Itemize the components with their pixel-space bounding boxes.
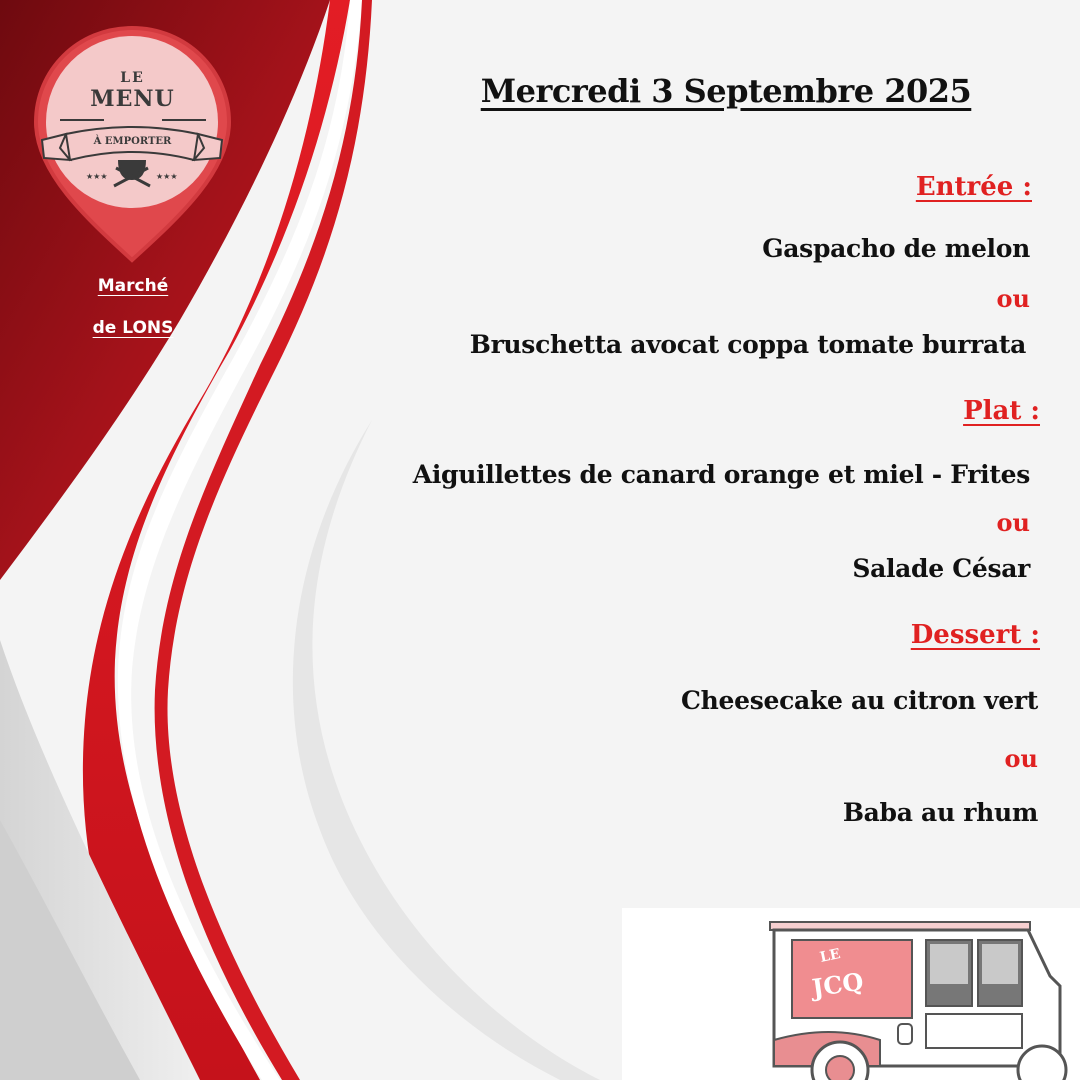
logo-stars-right: ★★★ <box>156 172 178 181</box>
logo-stars-left: ★★★ <box>86 172 108 181</box>
logo-pin <box>30 22 235 267</box>
dessert-or: ou <box>1004 744 1038 773</box>
market-line-2: de LONS <box>92 318 174 338</box>
entree-option-2: Bruschetta avocat coppa tomate burrata <box>469 330 1026 359</box>
plat-option-2: Salade César <box>852 554 1030 583</box>
food-truck <box>760 916 1080 1080</box>
truck-sign-jcq: JCQ <box>810 966 866 1003</box>
logo-banner: À EMPORTER <box>93 136 172 147</box>
dessert-option-1: Cheesecake au citron vert <box>681 686 1038 715</box>
truck-sign-le: LE <box>818 946 842 966</box>
dessert-option-2: Baba au rhum <box>842 798 1038 827</box>
menu-date-title: Mercredi 3 Septembre 2025 <box>480 72 972 110</box>
food-truck-icon <box>760 916 1080 1080</box>
market-line-1: Marché <box>97 276 169 296</box>
entree-or: ou <box>996 284 1030 313</box>
logo-line-menu: MENU <box>90 86 175 112</box>
section-plat-label: Plat : <box>963 396 1040 426</box>
logo-line-le: LE <box>120 70 145 86</box>
entree-option-1: Gaspacho de melon <box>762 234 1030 263</box>
plat-or: ou <box>996 508 1030 537</box>
section-entree-label: Entrée : <box>915 172 1032 202</box>
plat-option-1: Aiguillettes de canard orange et miel - Frites <box>412 460 1030 489</box>
section-dessert-label: Dessert : <box>910 620 1040 650</box>
